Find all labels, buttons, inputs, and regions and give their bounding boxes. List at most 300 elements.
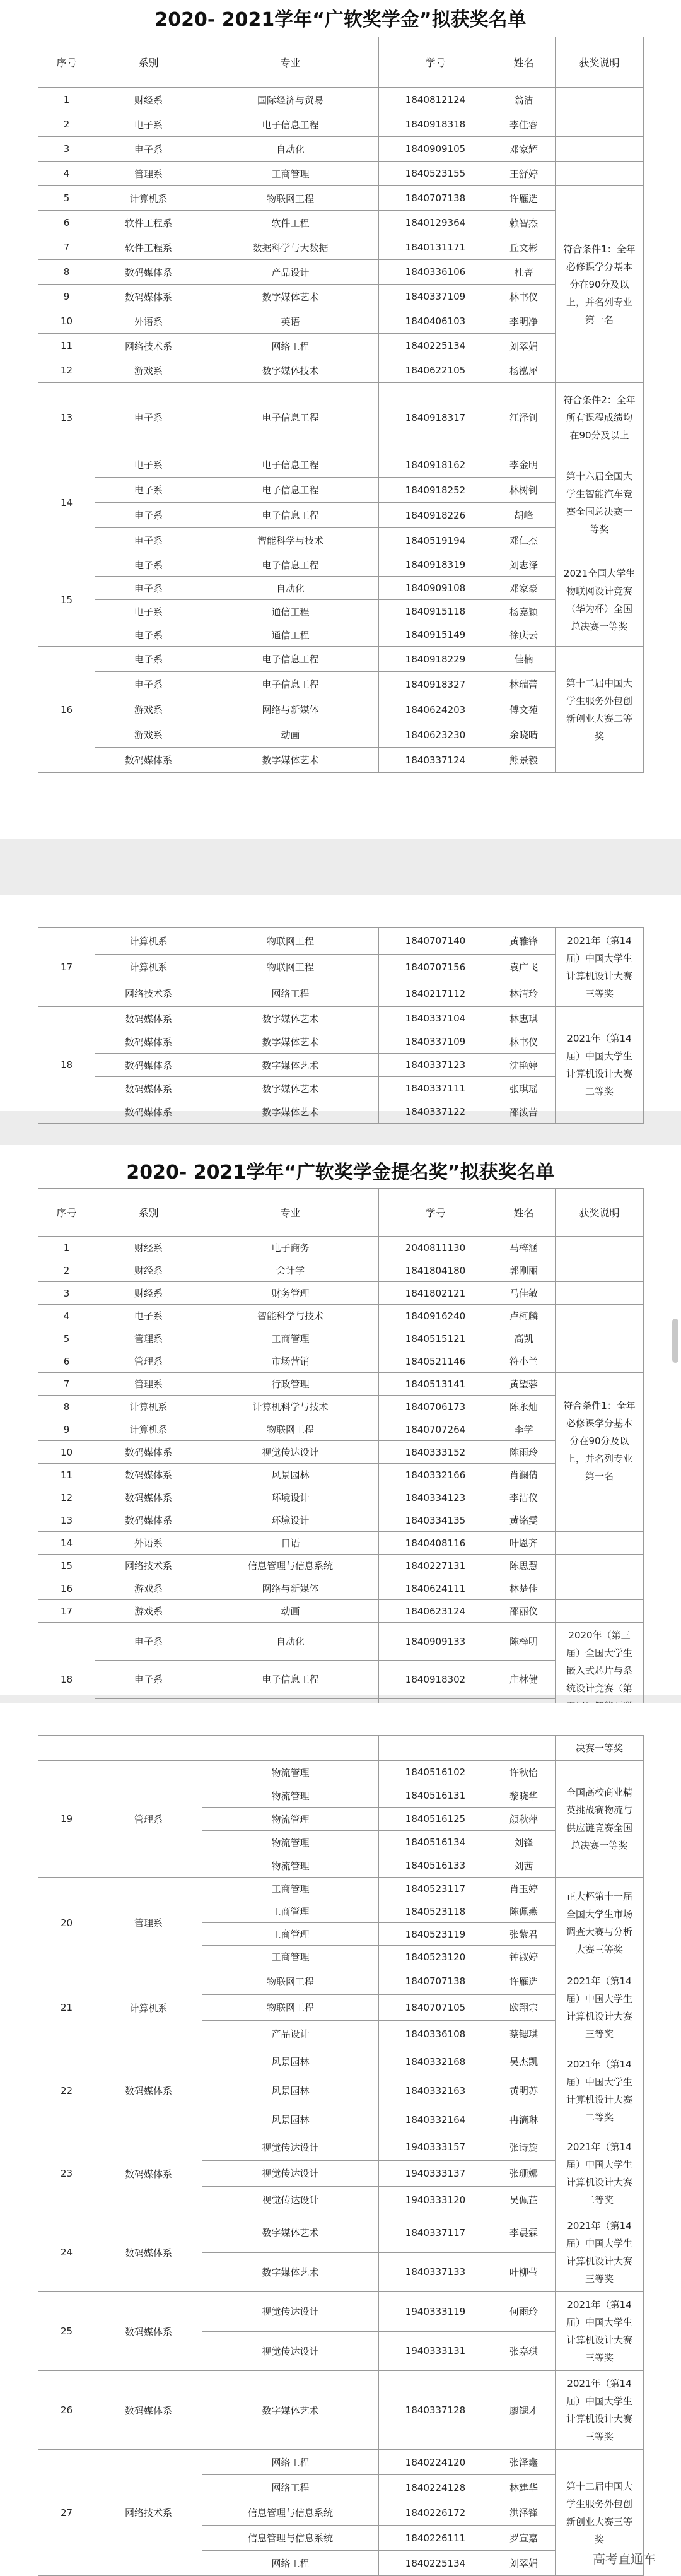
cell-dept: 电子系: [95, 623, 202, 647]
cell-major: 物流管理: [202, 1854, 379, 1878]
cell-dept: 电子系: [95, 553, 202, 577]
header-major: 专业: [202, 37, 379, 88]
cell-student-id: 1840131171: [379, 235, 492, 260]
cell-major: 物联网工程: [202, 1418, 379, 1441]
cell-major: 日语: [202, 1532, 379, 1555]
cell-dept: 游戏系: [95, 358, 202, 383]
cell-note-empty: [556, 162, 644, 186]
cell-name: 罗宣嘉: [492, 2526, 556, 2551]
table-row: [38, 334, 644, 358]
cell-no: 6: [38, 1350, 95, 1373]
table-row: [38, 1100, 644, 1124]
cell-student-id: 1840406103: [379, 309, 492, 334]
cell-note-empty: [556, 137, 644, 162]
cell-major: 风景园林: [202, 1464, 379, 1486]
cell-student-id: 1840332166: [379, 1464, 492, 1486]
cell-student-id: 1840523155: [379, 162, 492, 186]
cell-name: 袁广飞: [492, 954, 556, 980]
cell-student-id: 1840337128: [379, 2371, 492, 2450]
cell-major: 市场营销: [202, 1350, 379, 1373]
table-row: [38, 1600, 644, 1623]
cell-empty: [95, 1736, 202, 1761]
cell-name: 符小兰: [492, 1350, 556, 1373]
cell-major: 物流管理: [202, 1808, 379, 1831]
cell-name: 王舒婷: [492, 162, 556, 186]
cell-major: 英语: [202, 309, 379, 334]
table-row: [38, 478, 644, 503]
table-row: [38, 528, 644, 553]
table-row: [38, 1259, 644, 1282]
cell-name: 卢柯麟: [492, 1305, 556, 1327]
cell-student-id: 1840225134: [379, 334, 492, 358]
cell-name: 陈雨玲: [492, 1441, 556, 1464]
cell-major: 数字媒体艺术: [202, 1100, 379, 1124]
cell-name: 沈艳婷: [492, 1054, 556, 1077]
cell-name: 张泽鑫: [492, 2450, 556, 2475]
cell-name: 李金明: [492, 452, 556, 478]
nomination-title: 2020- 2021学年“广软奖学金提名奖”拟获奖名单: [126, 1162, 555, 1184]
cell-no: 15: [38, 553, 95, 647]
table-row: [38, 1577, 644, 1600]
header-no: 序号: [38, 1189, 95, 1237]
cell-student-id: 1840918162: [379, 452, 492, 478]
cell-student-id: 1840516102: [379, 1761, 492, 1784]
cell-name: 陈永灿: [492, 1396, 556, 1418]
cell-name: 林楚佳: [492, 1577, 556, 1600]
cell-major: 视觉传达设计: [202, 2331, 379, 2371]
cell-no: 17: [38, 1600, 95, 1623]
cell-note: 第十六届全国大学生智能汽车竞赛全国总决赛一等奖: [556, 452, 644, 553]
cell-student-id: 1840337104: [379, 1007, 492, 1030]
table-row: [38, 211, 644, 235]
nomination-sheet-page-2: [0, 1703, 681, 2576]
header-note: 获奖说明: [556, 37, 644, 88]
cell-dept: 管理系: [95, 1350, 202, 1373]
cell-name: 江泽钊: [492, 383, 556, 452]
cell-name: 邓家豪: [492, 577, 556, 600]
cell-student-id: 1840707140: [379, 928, 492, 955]
cell-name: 吴佩芷: [492, 2187, 556, 2213]
cell-no: 2: [38, 1259, 95, 1282]
cell-major: 电子商务: [202, 1237, 379, 1259]
cell-major: 视觉传达设计: [202, 2187, 379, 2213]
cell-dept: 软件工程系: [95, 211, 202, 235]
table-row: [38, 358, 644, 383]
cell-major: 产品设计: [202, 260, 379, 285]
cell-student-id: 1840909105: [379, 137, 492, 162]
cell-major: 电子信息工程: [202, 112, 379, 137]
cell-dept: 外语系: [95, 309, 202, 334]
cell-major: 环境设计: [202, 1486, 379, 1509]
cell-no: 18: [38, 1623, 95, 1737]
cell-no: 5: [38, 1327, 95, 1350]
cell-student-id: 1840337123: [379, 1054, 492, 1077]
cell-dept: 管理系: [95, 1327, 202, 1350]
cell-name: 李明净: [492, 309, 556, 334]
table-row: [38, 980, 644, 1007]
cell-dept: 网络技术系: [95, 2450, 202, 2576]
cell-name: 邓仁杰: [492, 528, 556, 553]
cell-note-empty: [556, 112, 644, 137]
cell-student-id: 1840516125: [379, 1808, 492, 1831]
cell-no: 8: [38, 260, 95, 285]
cell-student-id: 1940333120: [379, 2187, 492, 2213]
cell-major: 工商管理: [202, 1923, 379, 1946]
cell-dept: 数码媒体系: [95, 1100, 202, 1124]
cell-dept: 计算机系: [95, 928, 202, 955]
cell-dept: 电子系: [95, 577, 202, 600]
cell-name: 刘志泽: [492, 553, 556, 577]
table-row: [38, 1509, 644, 1532]
cell-major: 电子信息工程: [202, 452, 379, 478]
cell-note-empty: [556, 1555, 644, 1577]
cell-no: 11: [38, 1464, 95, 1486]
cell-major: 网络工程: [202, 334, 379, 358]
header-student-id: 学号: [379, 37, 492, 88]
cell-note: 2021全国大学生物联网设计竞赛（华为杯）全国总决赛一等奖: [556, 553, 644, 647]
cell-dept: 电子系: [95, 112, 202, 137]
cell-name: 张诗旋: [492, 2134, 556, 2161]
cell-student-id: 1840224120: [379, 2450, 492, 2475]
cell-dept: 网络技术系: [95, 1555, 202, 1577]
table-row: [38, 1030, 644, 1054]
cell-dept: 电子系: [95, 452, 202, 478]
page-scrollbar[interactable]: [672, 1319, 678, 1363]
table-row: [38, 1661, 644, 1698]
cell-name: 廖锶才: [492, 2371, 556, 2450]
table-row: [38, 88, 644, 112]
cell-no: 18: [38, 1007, 95, 1124]
cell-major: 视觉传达设计: [202, 1441, 379, 1464]
cell-note: 符合条件1：全年必修课学分基本分在90分及以上，并名列专业第一名: [556, 186, 644, 383]
cell-name: 黄铭雯: [492, 1509, 556, 1532]
cell-note: 2021年（第14届）中国大学生计算机设计大赛三等奖: [556, 2213, 644, 2292]
cell-no: 25: [38, 2292, 95, 2371]
cell-name: 佳楠: [492, 647, 556, 672]
cell-student-id: 1840337133: [379, 2252, 492, 2292]
cell-name: 熊景毅: [492, 748, 556, 773]
table-row: [38, 1007, 644, 1030]
scholarship-table: [38, 37, 644, 773]
cell-no: 14: [38, 1532, 95, 1555]
cell-major: 信息管理与信息系统: [202, 2526, 379, 2551]
cell-dept: 财经系: [95, 88, 202, 112]
cell-dept: 外语系: [95, 1532, 202, 1555]
cell-no: 19: [38, 1761, 95, 1878]
cell-dept: 数码媒体系: [95, 1030, 202, 1054]
cell-note-empty: [556, 1509, 644, 1532]
cell-no: 9: [38, 1418, 95, 1441]
cell-no: 12: [38, 358, 95, 383]
cell-student-id: 1840332164: [379, 2105, 492, 2134]
cell-no: 20: [38, 1878, 95, 1968]
cell-dept: 电子系: [95, 478, 202, 503]
cell-name: 余晓晴: [492, 722, 556, 748]
cell-major: 网络工程: [202, 980, 379, 1007]
cell-dept: 数码媒体系: [95, 2371, 202, 2450]
cell-note: 正大杯第十一届全国大学生市场调查大赛与分析大赛三等奖: [556, 1878, 644, 1968]
cell-major: 工商管理: [202, 1900, 379, 1923]
table-row: [38, 697, 644, 722]
cell-no: 10: [38, 309, 95, 334]
cell-student-id: 1840334123: [379, 1486, 492, 1509]
cell-student-id: 1840226172: [379, 2500, 492, 2526]
cell-name: 肖玉婷: [492, 1878, 556, 1900]
cell-no: 13: [38, 1509, 95, 1532]
cell-name: 许雁选: [492, 1968, 556, 1995]
cell-no: 3: [38, 1282, 95, 1305]
cell-dept: 电子系: [95, 1661, 202, 1698]
cell-no: 16: [38, 1577, 95, 1600]
cell-note-empty: [556, 1237, 644, 1259]
table-row: [38, 1305, 644, 1327]
cell-name: 黄望蓉: [492, 1373, 556, 1396]
cell-no: 11: [38, 334, 95, 358]
cell-student-id: 1840332163: [379, 2076, 492, 2105]
cell-name: 刘翠娟: [492, 334, 556, 358]
cell-major: 数字媒体艺术: [202, 1007, 379, 1030]
cell-major: 自动化: [202, 577, 379, 600]
cell-note-empty: [556, 88, 644, 112]
table-row: [38, 1282, 644, 1305]
cell-no: 12: [38, 1486, 95, 1509]
cell-dept: 财经系: [95, 1259, 202, 1282]
cell-no: 13: [38, 383, 95, 452]
cell-major: 自动化: [202, 1623, 379, 1661]
cell-student-id: 1840812124: [379, 88, 492, 112]
cell-major: 信息管理与信息系统: [202, 2500, 379, 2526]
cell-name: 林书仪: [492, 285, 556, 309]
cell-major: 数据科学与大数据: [202, 235, 379, 260]
cell-student-id: 1840706173: [379, 1396, 492, 1418]
cell-note-empty: [556, 1305, 644, 1327]
cell-dept: 游戏系: [95, 1600, 202, 1623]
cell-major: 电子信息工程: [202, 478, 379, 503]
cell-note: 2020年（第三届）全国大学生嵌入式芯片与系统设计竞赛（第: [556, 1623, 644, 1737]
cell-name: 李佳睿: [492, 112, 556, 137]
cell-dept: 数码媒体系: [95, 2292, 202, 2371]
cell-student-id: 1840224128: [379, 2475, 492, 2500]
cell-name: 肖澜倩: [492, 1464, 556, 1486]
cell-major: 网络工程: [202, 2551, 379, 2576]
header-no: 序号: [38, 37, 95, 88]
cell-name: 陈思慧: [492, 1555, 556, 1577]
cell-major: 工商管理: [202, 1946, 379, 1968]
cell-name: 李晨霖: [492, 2213, 556, 2253]
cell-major: 数字媒体艺术: [202, 2371, 379, 2450]
cell-major: 工商管理: [202, 1878, 379, 1900]
table-row: [38, 452, 644, 478]
table-row: [38, 1555, 644, 1577]
header-name: 姓名: [492, 1189, 556, 1237]
cell-dept: 数码媒体系: [95, 2047, 202, 2134]
cell-major: 软件工程: [202, 211, 379, 235]
table-row: [38, 162, 644, 186]
cell-student-id: 1840707105: [379, 1994, 492, 2021]
cell-no: 21: [38, 1968, 95, 2047]
cell-student-id: 1840916240: [379, 1305, 492, 1327]
cell-note: 2021年（第14届）中国大学生计算机设计大赛二等奖: [556, 2134, 644, 2213]
cell-major: 电子信息工程: [202, 553, 379, 577]
cell-name: 李学: [492, 1418, 556, 1441]
cell-name: 庄林健: [492, 1661, 556, 1698]
cell-major: 智能科学与技术: [202, 528, 379, 553]
cell-student-id: 1840918318: [379, 112, 492, 137]
cell-note-empty: [556, 1532, 644, 1555]
cell-no: 16: [38, 647, 95, 773]
table-row: [38, 553, 644, 577]
cell-major: 信息管理与信息系统: [202, 1555, 379, 1577]
cell-name: 林惠琪: [492, 1007, 556, 1030]
cell-dept: 计算机系: [95, 186, 202, 211]
cell-dept: 软件工程系: [95, 235, 202, 260]
cell-no: 27: [38, 2450, 95, 2576]
table-row: [38, 2450, 644, 2475]
table-row: [38, 722, 644, 748]
table-row: [38, 383, 644, 452]
cell-dept: 网络技术系: [95, 334, 202, 358]
cell-major: 电子信息工程: [202, 647, 379, 672]
table-row: [38, 2213, 644, 2253]
cell-student-id: 1840915149: [379, 623, 492, 647]
cell-student-id: 1840337117: [379, 2213, 492, 2253]
cell-major: 数字媒体艺术: [202, 1030, 379, 1054]
cell-name: 李洁仪: [492, 1486, 556, 1509]
cell-major: 物联网工程: [202, 1968, 379, 1995]
cell-note: 2021年（第14届）中国大学生计算机设计大赛三等奖: [556, 928, 644, 1007]
cell-major: 智能科学与技术: [202, 1305, 379, 1327]
cell-dept: 数码媒体系: [95, 285, 202, 309]
cell-student-id: 1940333131: [379, 2331, 492, 2371]
nomination-sheet-page-1: [0, 1145, 681, 1695]
header-dept: 系别: [95, 1189, 202, 1237]
cell-name: 林清玲: [492, 980, 556, 1007]
cell-major: 行政管理: [202, 1373, 379, 1396]
cell-major: 数字媒体艺术: [202, 1077, 379, 1100]
cell-major: 网络与新媒体: [202, 697, 379, 722]
scholarship-sheet-page-2: [0, 895, 681, 1118]
cell-name: 陈佩燕: [492, 1900, 556, 1923]
cell-student-id: 1840918327: [379, 672, 492, 697]
cell-student-id: 1840918302: [379, 1661, 492, 1698]
table-row: [38, 2292, 644, 2332]
cell-name: 郭刚丽: [492, 1259, 556, 1282]
cell-name: 钟淑婷: [492, 1946, 556, 1968]
cell-student-id: 1840337109: [379, 285, 492, 309]
cell-student-id: 1840226111: [379, 2526, 492, 2551]
cell-name: 杨嘉颖: [492, 600, 556, 623]
cell-no: 5: [38, 186, 95, 211]
cell-student-id: 1840523118: [379, 1900, 492, 1923]
table-row: [38, 2134, 644, 2161]
table-row: [38, 1054, 644, 1077]
cell-major: 电子信息工程: [202, 503, 379, 528]
cell-student-id: 1840624111: [379, 1577, 492, 1600]
cell-student-id: 1840513141: [379, 1373, 492, 1396]
cell-name: 傅文苑: [492, 697, 556, 722]
cell-student-id: 1840337124: [379, 748, 492, 773]
cell-major: 数字媒体艺术: [202, 1054, 379, 1077]
table-row: [38, 1373, 644, 1396]
cell-major: 风景园林: [202, 2047, 379, 2076]
cell-name: 何雨玲: [492, 2292, 556, 2332]
cell-name: 赖智杰: [492, 211, 556, 235]
cell-note: 符合条件2：全年所有课程成绩均在90分及以上: [556, 383, 644, 452]
cell-major: 工商管理: [202, 162, 379, 186]
cell-name: 黄明苏: [492, 2076, 556, 2105]
cell-dept: 数码媒体系: [95, 1007, 202, 1030]
header-major: 专业: [202, 1189, 379, 1237]
cell-note: 2021年（第14届）中国大学生计算机设计大赛二等奖: [556, 2047, 644, 2134]
scholarship-title: 2020- 2021学年“广软奖学金”拟获奖名单: [154, 9, 527, 31]
cell-no: 23: [38, 2134, 95, 2213]
cell-note-empty: [556, 1600, 644, 1623]
cell-dept: 管理系: [95, 162, 202, 186]
cell-student-id: 1840918252: [379, 478, 492, 503]
cell-student-id: 1840337109: [379, 1030, 492, 1054]
table-row: [38, 137, 644, 162]
cell-no: 1: [38, 1237, 95, 1259]
table-row: [38, 1532, 644, 1555]
cell-major: 视觉传达设计: [202, 2292, 379, 2332]
cell-name: 刘翠娟: [492, 2551, 556, 2576]
cell-dept: 数码媒体系: [95, 2213, 202, 2292]
table-row: [38, 748, 644, 773]
cell-student-id: 1840918319: [379, 553, 492, 577]
cell-name: 叶柳莹: [492, 2252, 556, 2292]
cell-name: 叶恩齐: [492, 1532, 556, 1555]
cell-major: 通信工程: [202, 600, 379, 623]
cell-major: 物流管理: [202, 1761, 379, 1784]
cell-name: 林书仪: [492, 1030, 556, 1054]
cell-name: 邵泼苦: [492, 1100, 556, 1124]
table-row: [38, 954, 644, 980]
cell-major: 物联网工程: [202, 928, 379, 955]
cell-dept: 数码媒体系: [95, 1441, 202, 1464]
table-row: [38, 1396, 644, 1418]
cell-student-id: 1840918317: [379, 383, 492, 452]
cell-note-empty: [556, 1282, 644, 1305]
header-student-id: 学号: [379, 1189, 492, 1237]
cell-student-id: 1940333137: [379, 2160, 492, 2187]
cell-dept: 电子系: [95, 600, 202, 623]
cell-no: 9: [38, 285, 95, 309]
cell-name: 黄雅锋: [492, 928, 556, 955]
cell-student-id: 1840707264: [379, 1418, 492, 1441]
cell-major: 网络与新媒体: [202, 1577, 379, 1600]
table-row: [38, 1077, 644, 1100]
cell-no: 4: [38, 162, 95, 186]
cell-dept: 管理系: [95, 1761, 202, 1878]
cell-major: 数字媒体艺术: [202, 748, 379, 773]
cell-student-id: 1840519194: [379, 528, 492, 553]
cell-name: 林建华: [492, 2475, 556, 2500]
cell-empty: [202, 1736, 379, 1761]
cell-student-id: 1840622105: [379, 358, 492, 383]
cell-student-id: 1840918226: [379, 503, 492, 528]
table-row: [38, 235, 644, 260]
cell-major: 视觉传达设计: [202, 2160, 379, 2187]
cell-note-empty: [556, 1327, 644, 1350]
cell-major: 国际经济与贸易: [202, 88, 379, 112]
cell-name: 马梓涵: [492, 1237, 556, 1259]
cell-student-id: 1841802121: [379, 1282, 492, 1305]
cell-student-id: 1840337122: [379, 1100, 492, 1124]
cell-note: 决赛一等奖: [556, 1736, 644, 1761]
cell-no: 1: [38, 88, 95, 112]
table-header-row: [38, 1189, 644, 1237]
table-row: [38, 285, 644, 309]
